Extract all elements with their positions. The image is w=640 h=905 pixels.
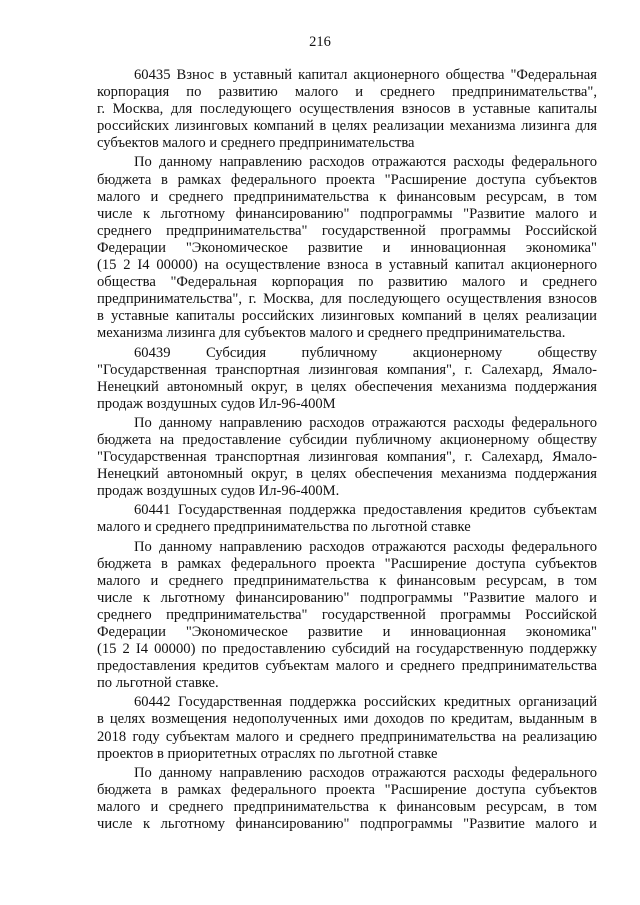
text-line: "Государственная транспортная лизинговая компания", г. Салехард, Ямало- xyxy=(97,449,597,466)
text-line: проектов в приоритетных отраслях по льготной ставке xyxy=(97,745,438,762)
text-line: бюджета в рамках федерального проекта "Расширение доступа субъектов xyxy=(97,781,597,798)
text-line: предпринимательства", г. Москва, для последующего осуществления взносов xyxy=(97,291,597,308)
text-line: общества "Федеральная корпорация по развитию малого и среднего xyxy=(97,274,597,291)
text-line: малого и среднего предпринимательства к финансовым ресурсам, в том xyxy=(97,572,597,589)
text-line: (15 2 I4 00000) по предоставлению субсидий на государственную поддержку xyxy=(97,641,597,658)
text-line: 60442 Государственная поддержка российских кредитных организаций xyxy=(134,694,597,711)
text-line: числе к льготному финансированию" подпрограммы "Развитие малого и xyxy=(97,816,597,833)
paragraph-p4 xyxy=(97,415,597,500)
text-line: предоставления кредитов субъектам малого и среднего предпринимательства xyxy=(97,658,597,675)
paragraph-p8 xyxy=(97,765,597,833)
paragraph-p7 xyxy=(97,694,597,762)
text-line: 60435 Взнос в уставный капитал акционерного общества "Федеральная xyxy=(134,67,597,83)
text-line: российских лизинговых компаний в целях реализации механизма лизинга для xyxy=(97,118,597,135)
text-line: По данному направлению расходов отражаются расходы федерального xyxy=(134,154,597,171)
text-line: малого и среднего предпринимательства к финансовым ресурсам, в том xyxy=(97,188,597,205)
text-line: бюджета в рамках федерального проекта "Расширение доступа субъектов xyxy=(97,171,597,188)
text-line: малого и среднего предпринимательства к финансовым ресурсам, в том xyxy=(97,798,597,815)
text-line: По данному направлению расходов отражаются расходы федерального xyxy=(134,414,597,431)
document-body xyxy=(97,67,597,833)
paragraph-p6 xyxy=(97,539,597,693)
paragraph-p3 xyxy=(97,345,597,413)
text-line: г. Москва, для последующего осуществления взносов в уставные капиталы xyxy=(97,101,597,118)
text-line: в уставные капиталы российских лизинговых компаний в целях реализации xyxy=(97,308,597,325)
text-line: По данному направлению расходов отражаются расходы федерального xyxy=(134,764,597,781)
text-line: 60439 Субсидия публичному акционерному обществу xyxy=(134,344,597,361)
text-line: корпорация по развитию малого и среднего предпринимательства", xyxy=(97,84,597,101)
text-line: 2018 году субъектам малого и среднего предпринимательства на реализацию xyxy=(97,728,597,745)
text-line: бюджета на предоставление субсидии публичному акционерному обществу xyxy=(97,431,597,448)
text-line: среднего предпринимательства" государственной программы Российской xyxy=(97,222,597,239)
text-line: субъектов малого и среднего предпринимательства xyxy=(97,135,415,152)
text-line: (15 2 I4 00000) на осуществление взноса в уставный капитал акционерного xyxy=(97,257,597,274)
text-line: 60441 Государственная поддержка предоставления кредитов субъектам xyxy=(134,502,597,519)
text-line: среднего предпринимательства" государственной программы Российской xyxy=(97,606,597,623)
text-line: Ненецкий автономный округ, в целях обеспечения механизма поддержания xyxy=(97,466,597,483)
text-line: По данному направлению расходов отражаются расходы федерального xyxy=(134,538,597,555)
text-line: Федерации "Экономическое развитие и инновационная экономика" xyxy=(97,239,597,256)
paragraph-p2 xyxy=(97,154,597,342)
text-line: Ненецкий автономный округ, в целях обеспечения механизма поддержания xyxy=(97,378,597,395)
text-line: продаж воздушных судов Ил-96-400М. xyxy=(97,483,340,500)
paragraph-p5 xyxy=(97,502,597,536)
text-line: Федерации "Экономическое развитие и инновационная экономика" xyxy=(97,624,597,640)
text-line: бюджета в рамках федерального проекта "Расширение доступа субъектов xyxy=(97,555,597,572)
text-line: по льготной ставке. xyxy=(97,675,219,692)
text-line: числе к льготному финансированию" подпрограммы "Развитие малого и xyxy=(97,205,597,222)
text-line: в целях возмещения недополученных ими доходов по кредитам, выданным в xyxy=(97,711,597,728)
text-line: малого и среднего предпринимательства по льготной ставке xyxy=(97,519,471,536)
page-number: 216 xyxy=(309,34,331,50)
text-line: "Государственная транспортная лизинговая компания", г. Салехард, Ямало- xyxy=(97,361,597,378)
text-line: числе к льготному финансированию" подпрограммы "Развитие малого и xyxy=(97,589,597,606)
text-line: механизма лизинга для субъектов малого и среднего предпринимательства. xyxy=(97,325,566,342)
text-line: продаж воздушных судов Ил-96-400М xyxy=(97,395,336,412)
paragraph-p1 xyxy=(97,67,597,152)
